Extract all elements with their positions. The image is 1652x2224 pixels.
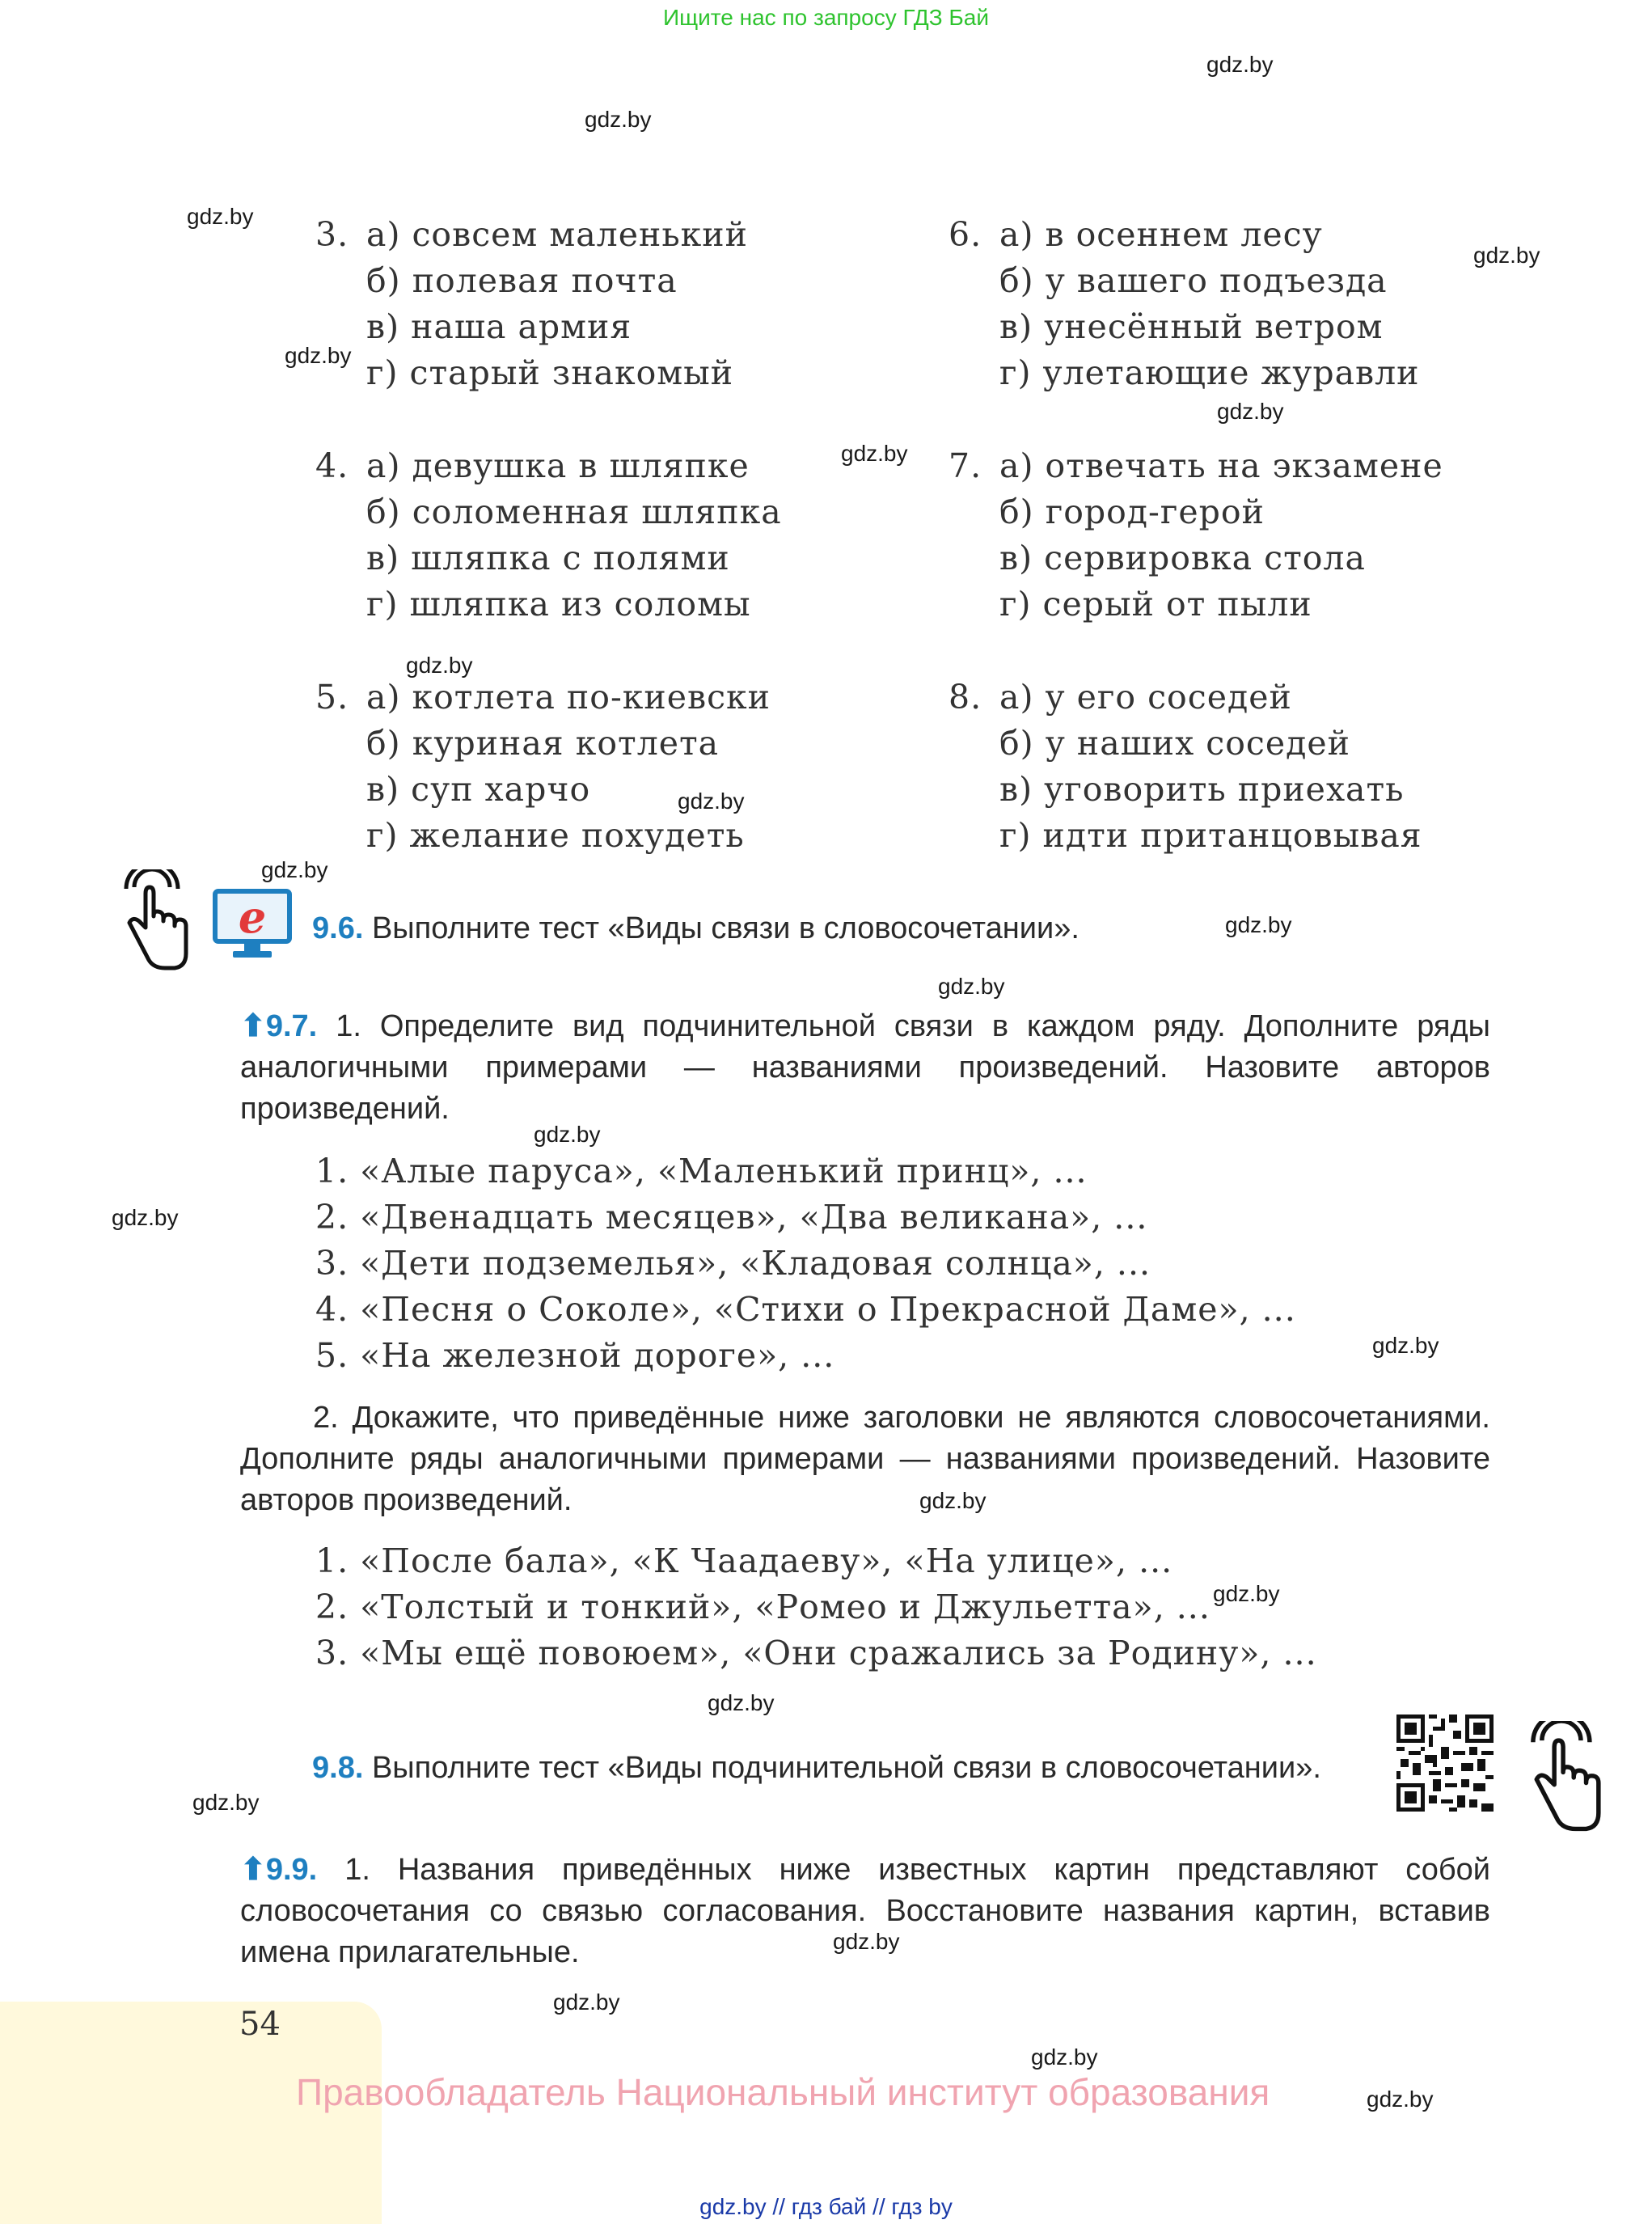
watermark: gdz.by xyxy=(1225,912,1292,937)
group-number: 3. xyxy=(315,215,349,254)
exercise-9-8 xyxy=(312,1751,1321,1786)
list-item: в) шляпка с полями xyxy=(366,539,730,577)
page-number: 54 xyxy=(239,2006,281,2043)
list-item: 3. «Мы ещё повоюем», «Они сражались за Родину», ... xyxy=(315,1634,1317,1672)
group-number: 5. xyxy=(315,678,349,717)
watermark: gdz.by xyxy=(585,107,652,132)
list-item: б) у наших соседей xyxy=(999,724,1350,763)
watermark: gdz.by xyxy=(833,1929,900,1954)
list-item: б) полевая почта xyxy=(366,261,678,300)
exercise-number: 9.6. xyxy=(312,911,364,945)
list-item: а) котлета по-киевски xyxy=(366,678,771,717)
copyright-notice: Правообладатель Национальный институт образования xyxy=(296,2071,1270,2113)
exercise-text: Выполните тест «Виды связи в словосочетании». xyxy=(371,911,1080,945)
top-banner[interactable]: Ищите нас по запросу ГДЗ Бай xyxy=(662,5,990,30)
list-item: а) в осеннем лесу xyxy=(999,215,1323,254)
watermark: gdz.by xyxy=(938,974,1005,999)
list-item: в) унесённый ветром xyxy=(999,307,1384,346)
watermark: gdz.by xyxy=(285,343,352,368)
touch-hand-icon[interactable] xyxy=(1522,1721,1603,1834)
list-item: б) город-герой xyxy=(999,493,1265,531)
list-item: а) совсем маленький xyxy=(366,215,748,254)
qr-code[interactable] xyxy=(1396,1715,1494,1812)
list-item: 4. «Песня о Соколе», «Стихи о Прекрасной Даме», ... xyxy=(315,1290,1296,1329)
watermark: gdz.by xyxy=(1206,52,1274,77)
arrow-up-icon: ⬆ xyxy=(240,1009,266,1043)
watermark: gdz.by xyxy=(1213,1581,1280,1606)
footer-links[interactable]: gdz.by // гдз бай // гдз by xyxy=(699,2194,953,2219)
exercise-text: 1. Определите вид подчинительной связи в каждом ряду. Дополните ряды аналогичными примерами — названиями произведений. Назовите авторов произведений. xyxy=(240,1009,1490,1126)
exercise-text: 1. Названия приведённых ниже известных картин представляют собой словосочетания со связью согласования. Восстановите названия картин, вставив имена прилагательные. xyxy=(240,1853,1490,1969)
list-item: г) желание похудеть xyxy=(366,816,745,855)
exercise-number: 9.8. xyxy=(312,1751,364,1785)
watermark: gdz.by xyxy=(919,1488,987,1513)
list-item: 1. «После бала», «К Чаадаеву», «На улице», ... xyxy=(315,1541,1173,1580)
watermark: gdz.by xyxy=(112,1205,179,1230)
watermark: gdz.by xyxy=(534,1122,601,1147)
list-item: г) улетающие журавли xyxy=(999,353,1420,392)
list-item: б) соломенная шляпка xyxy=(366,493,782,531)
watermark: gdz.by xyxy=(192,1790,260,1815)
list-item: 2. «Двенадцать месяцев», «Два великана», ... xyxy=(315,1198,1148,1237)
watermark: gdz.by xyxy=(1473,243,1540,268)
exercise-9-9 xyxy=(240,1850,1490,1973)
list-item: в) уговорить приехать xyxy=(999,770,1405,809)
watermark: gdz.by xyxy=(406,653,473,678)
list-item: г) идти пританцовывая xyxy=(999,816,1422,855)
list-item: б) у вашего подъезда xyxy=(999,261,1388,300)
group-number: 6. xyxy=(949,215,982,254)
list-item: в) наша армия xyxy=(366,307,632,346)
exercise-text: Выполните тест «Виды подчинительной связи в словосочетании». xyxy=(371,1751,1321,1785)
watermark: gdz.by xyxy=(678,789,745,814)
list-item: 1. «Алые паруса», «Маленький принц», ... xyxy=(315,1152,1088,1190)
watermark: gdz.by xyxy=(1217,399,1284,424)
watermark: gdz.by xyxy=(261,857,328,882)
group-number: 8. xyxy=(949,678,982,717)
electronic-test-icon[interactable] xyxy=(212,888,293,962)
watermark: gdz.by xyxy=(1367,2087,1434,2112)
list-item: 5. «На железной дороге», ... xyxy=(315,1336,835,1375)
watermark: gdz.by xyxy=(1031,2044,1098,2070)
list-item: 2. «Толстый и тонкий», «Ромео и Джульетта», ... xyxy=(315,1588,1210,1626)
arrow-up-icon: ⬆ xyxy=(240,1853,266,1887)
svg-text:e: e xyxy=(238,891,267,943)
list-item: а) отвечать на экзамене xyxy=(999,446,1443,485)
exercise-9-6 xyxy=(312,911,1080,946)
list-item: 3. «Дети подземелья», «Кладовая солнца», ... xyxy=(315,1244,1151,1283)
exercise-number: 9.7. xyxy=(265,1009,318,1043)
watermark: gdz.by xyxy=(841,441,908,466)
touch-hand-icon[interactable] xyxy=(116,869,189,973)
list-item: б) куриная котлета xyxy=(366,724,720,763)
list-item: а) девушка в шляпке xyxy=(366,446,750,485)
watermark: gdz.by xyxy=(187,204,254,229)
list-item: г) шляпка из соломы xyxy=(366,585,751,624)
exercise-number: 9.9. xyxy=(265,1853,318,1887)
exercise-9-7-intro xyxy=(240,1006,1490,1130)
list-item: г) серый от пыли xyxy=(999,585,1312,624)
list-item: а) у его соседей xyxy=(999,678,1292,717)
watermark: gdz.by xyxy=(708,1690,775,1715)
watermark: gdz.by xyxy=(553,1989,620,2015)
list-item: г) старый знакомый xyxy=(366,353,734,392)
group-number: 7. xyxy=(949,446,982,485)
list-item: в) суп харчо xyxy=(366,770,591,809)
exercise-9-7-task-2: 2. Докажите, что приведённые ниже заголовки не являются словосочетаниями. Дополните ряды аналогичными примерами — названиями произведений. Назовите авторов произведений. xyxy=(240,1401,1490,1517)
watermark: gdz.by xyxy=(1372,1333,1439,1358)
list-item: в) сервировка стола xyxy=(999,539,1366,577)
group-number: 4. xyxy=(315,446,349,485)
